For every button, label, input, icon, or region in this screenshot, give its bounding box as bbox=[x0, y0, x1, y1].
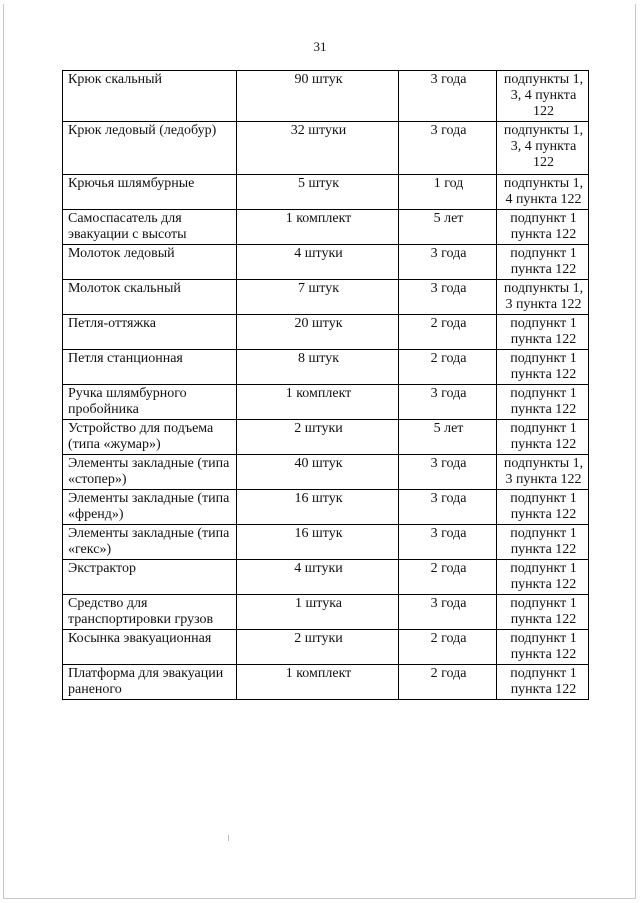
item-name-cell: Петля-оттяжка bbox=[63, 315, 237, 350]
service-term-cell: 3 года bbox=[399, 490, 497, 525]
item-name-cell: Элементы закладные (типа «гекс») bbox=[63, 525, 237, 560]
item-name-cell: Средство для транспортировки грузов bbox=[63, 595, 237, 630]
reference-cell: подпункты 1, 3, 4 пункта 122 bbox=[497, 122, 589, 175]
item-name-cell: Крючья шлямбурные bbox=[63, 175, 237, 210]
table-row bbox=[63, 455, 589, 490]
reference-cell: подпункт 1 пункта 122 bbox=[497, 490, 589, 525]
reference-cell: подпункт 1 пункта 122 bbox=[497, 560, 589, 595]
table-row bbox=[63, 420, 589, 455]
service-term-cell: 3 года bbox=[399, 595, 497, 630]
reference-cell: подпункт 1 пункта 122 bbox=[497, 665, 589, 700]
item-name-cell: Элементы закладные (типа «френд») bbox=[63, 490, 237, 525]
reference-cell: подпункт 1 пункта 122 bbox=[497, 630, 589, 665]
quantity-cell: 32 штуки bbox=[237, 122, 399, 175]
reference-cell: подпункты 1, 3 пункта 122 bbox=[497, 455, 589, 490]
quantity-cell: 20 штук bbox=[237, 315, 399, 350]
reference-cell: подпункт 1 пункта 122 bbox=[497, 595, 589, 630]
reference-cell: подпункт 1 пункта 122 bbox=[497, 385, 589, 420]
reference-cell: подпункты 1, 3, 4 пункта 122 bbox=[497, 71, 589, 122]
service-term-cell: 2 года bbox=[399, 560, 497, 595]
quantity-cell: 1 комплект bbox=[237, 210, 399, 245]
equipment-table bbox=[62, 70, 589, 700]
service-term-cell: 3 года bbox=[399, 245, 497, 280]
item-name-cell: Ручка шлямбурного пробойника bbox=[63, 385, 237, 420]
reference-cell: подпункт 1 пункта 122 bbox=[497, 245, 589, 280]
service-term-cell: 2 года bbox=[399, 350, 497, 385]
quantity-cell: 1 комплект bbox=[237, 665, 399, 700]
item-name-cell: Молоток ледовый bbox=[63, 245, 237, 280]
quantity-cell: 4 штуки bbox=[237, 245, 399, 280]
service-term-cell: 2 года bbox=[399, 315, 497, 350]
reference-cell: подпункт 1 пункта 122 bbox=[497, 350, 589, 385]
table-row bbox=[63, 315, 589, 350]
table-row bbox=[63, 280, 589, 315]
table-row bbox=[63, 525, 589, 560]
quantity-cell: 1 комплект bbox=[237, 385, 399, 420]
reference-cell: подпункт 1 пункта 122 bbox=[497, 525, 589, 560]
item-name-cell: Самоспасатель для эвакуации с высоты bbox=[63, 210, 237, 245]
item-name-cell: Петля станционная bbox=[63, 350, 237, 385]
service-term-cell: 3 года bbox=[399, 385, 497, 420]
service-term-cell: 2 года bbox=[399, 630, 497, 665]
scan-mark bbox=[228, 835, 229, 841]
service-term-cell: 3 года bbox=[399, 280, 497, 315]
item-name-cell: Молоток скальный bbox=[63, 280, 237, 315]
item-name-cell: Крюк ледовый (ледобур) bbox=[63, 122, 237, 175]
table-row bbox=[63, 665, 589, 700]
quantity-cell: 2 штуки bbox=[237, 420, 399, 455]
service-term-cell: 3 года bbox=[399, 122, 497, 175]
reference-cell: подпункт 1 пункта 122 bbox=[497, 210, 589, 245]
quantity-cell: 1 штука bbox=[237, 595, 399, 630]
table-row bbox=[63, 245, 589, 280]
reference-cell: подпункты 1, 3 пункта 122 bbox=[497, 280, 589, 315]
item-name-cell: Платформа для эвакуации раненого bbox=[63, 665, 237, 700]
quantity-cell: 5 штук bbox=[237, 175, 399, 210]
service-term-cell: 1 год bbox=[399, 175, 497, 210]
service-term-cell: 5 лет bbox=[399, 420, 497, 455]
quantity-cell: 8 штук bbox=[237, 350, 399, 385]
table-row bbox=[63, 175, 589, 210]
table-row bbox=[63, 490, 589, 525]
page-number: 31 bbox=[313, 39, 327, 54]
table-row bbox=[63, 385, 589, 420]
table-row bbox=[63, 210, 589, 245]
quantity-cell: 40 штук bbox=[237, 455, 399, 490]
table-row bbox=[63, 350, 589, 385]
service-term-cell: 3 года bbox=[399, 71, 497, 122]
quantity-cell: 2 штуки bbox=[237, 630, 399, 665]
quantity-cell: 16 штук bbox=[237, 525, 399, 560]
reference-cell: подпункт 1 пункта 122 bbox=[497, 420, 589, 455]
quantity-cell: 4 штуки bbox=[237, 560, 399, 595]
reference-cell: подпункт 1 пункта 122 bbox=[497, 315, 589, 350]
item-name-cell: Устройство для подъема (типа «жумар») bbox=[63, 420, 237, 455]
service-term-cell: 3 года bbox=[399, 455, 497, 490]
item-name-cell: Косынка эвакуационная bbox=[63, 630, 237, 665]
service-term-cell: 2 года bbox=[399, 665, 497, 700]
item-name-cell: Элементы закладные (типа «стопер») bbox=[63, 455, 237, 490]
table-row bbox=[63, 630, 589, 665]
table-row bbox=[63, 122, 589, 175]
quantity-cell: 90 штук bbox=[237, 71, 399, 122]
service-term-cell: 5 лет bbox=[399, 210, 497, 245]
quantity-cell: 16 штук bbox=[237, 490, 399, 525]
item-name-cell: Экстрактор bbox=[63, 560, 237, 595]
table-row bbox=[63, 560, 589, 595]
item-name-cell: Крюк скальный bbox=[63, 71, 237, 122]
table-row bbox=[63, 71, 589, 122]
quantity-cell: 7 штук bbox=[237, 280, 399, 315]
reference-cell: подпункты 1, 4 пункта 122 bbox=[497, 175, 589, 210]
table-row bbox=[63, 595, 589, 630]
service-term-cell: 3 года bbox=[399, 525, 497, 560]
